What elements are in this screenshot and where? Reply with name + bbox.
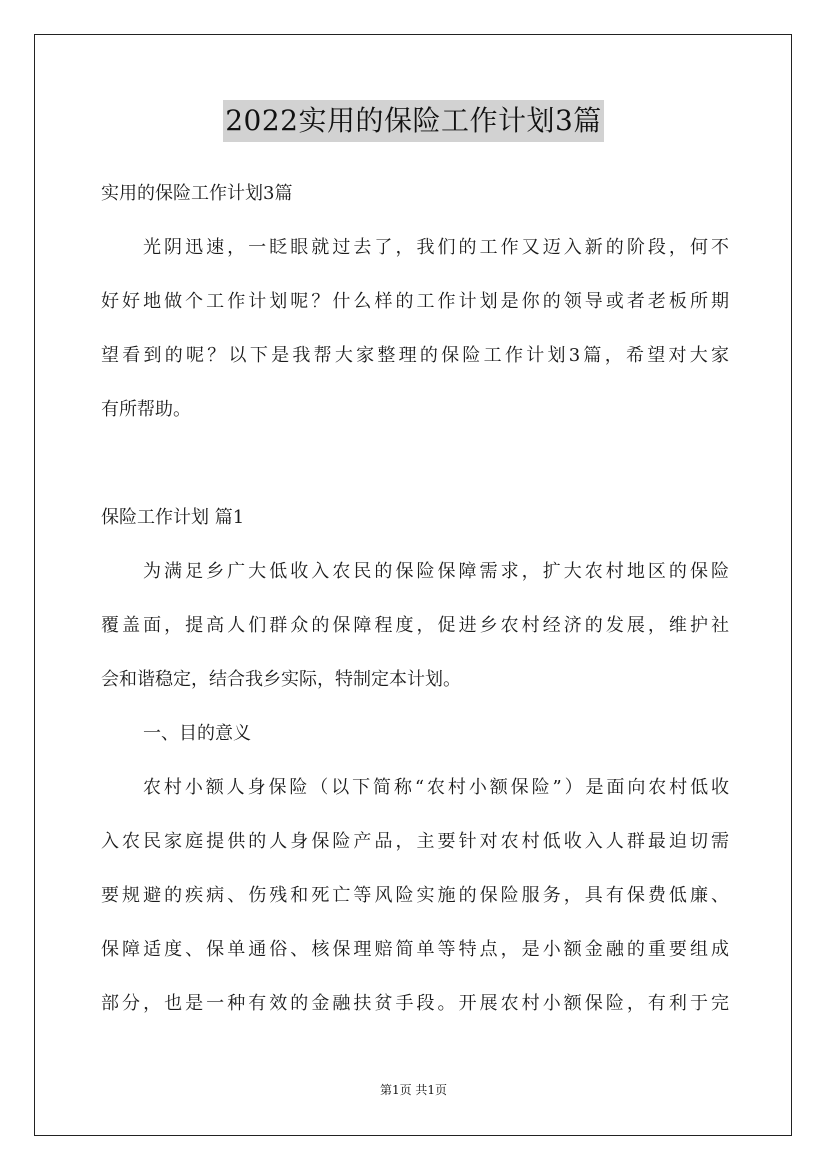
paragraph-line: 为满足乡广大低收入农民的保险保障需求，扩大农村地区的保险 <box>143 561 729 582</box>
paragraph-line: 光阴迅速，一眨眼就过去了，我们的工作又迈入新的阶段，何不 <box>143 237 729 258</box>
section-heading: 保险工作计划 篇1 <box>101 507 245 528</box>
paragraph-line: 有所帮助。 <box>101 399 191 420</box>
subsection-heading: 一、目的意义 <box>143 723 251 744</box>
subtitle-line: 实用的保险工作计划3篇 <box>101 183 293 204</box>
title-container <box>0 100 827 142</box>
blank-line <box>101 437 729 491</box>
paragraph-line: 保障适度、保单通俗、核保理赔简单等特点，是小额金融的重要组成 <box>101 939 729 960</box>
paragraph-line: 覆盖面，提高人们群众的保障程度，促进乡农村经济的发展，维护社 <box>101 615 729 636</box>
document-body <box>101 167 729 1031</box>
paragraph-line: 好好地做个工作计划呢？什么样的工作计划是你的领导或者老板所期 <box>101 291 729 312</box>
paragraph-line: 部分，也是一种有效的金融扶贫手段。开展农村小额保险，有利于完 <box>101 993 729 1014</box>
paragraph-line: 农村小额人身保险（以下简称“农村小额保险”）是面向农村低收 <box>143 777 729 798</box>
document-title: 2022实用的保险工作计划3篇 <box>223 100 604 142</box>
paragraph-line: 望看到的呢？以下是我帮大家整理的保险工作计划3篇，希望对大家 <box>101 345 729 366</box>
paragraph-line: 要规避的疾病、伤残和死亡等风险实施的保险服务，具有保费低廉、 <box>101 885 729 906</box>
paragraph-line: 会和谐稳定，结合我乡实际，特制定本计划。 <box>101 669 461 690</box>
page-footer: 第1页 共1页 <box>379 1083 448 1097</box>
paragraph-line: 入农民家庭提供的人身保险产品，主要针对农村低收入人群最迫切需 <box>101 831 729 852</box>
